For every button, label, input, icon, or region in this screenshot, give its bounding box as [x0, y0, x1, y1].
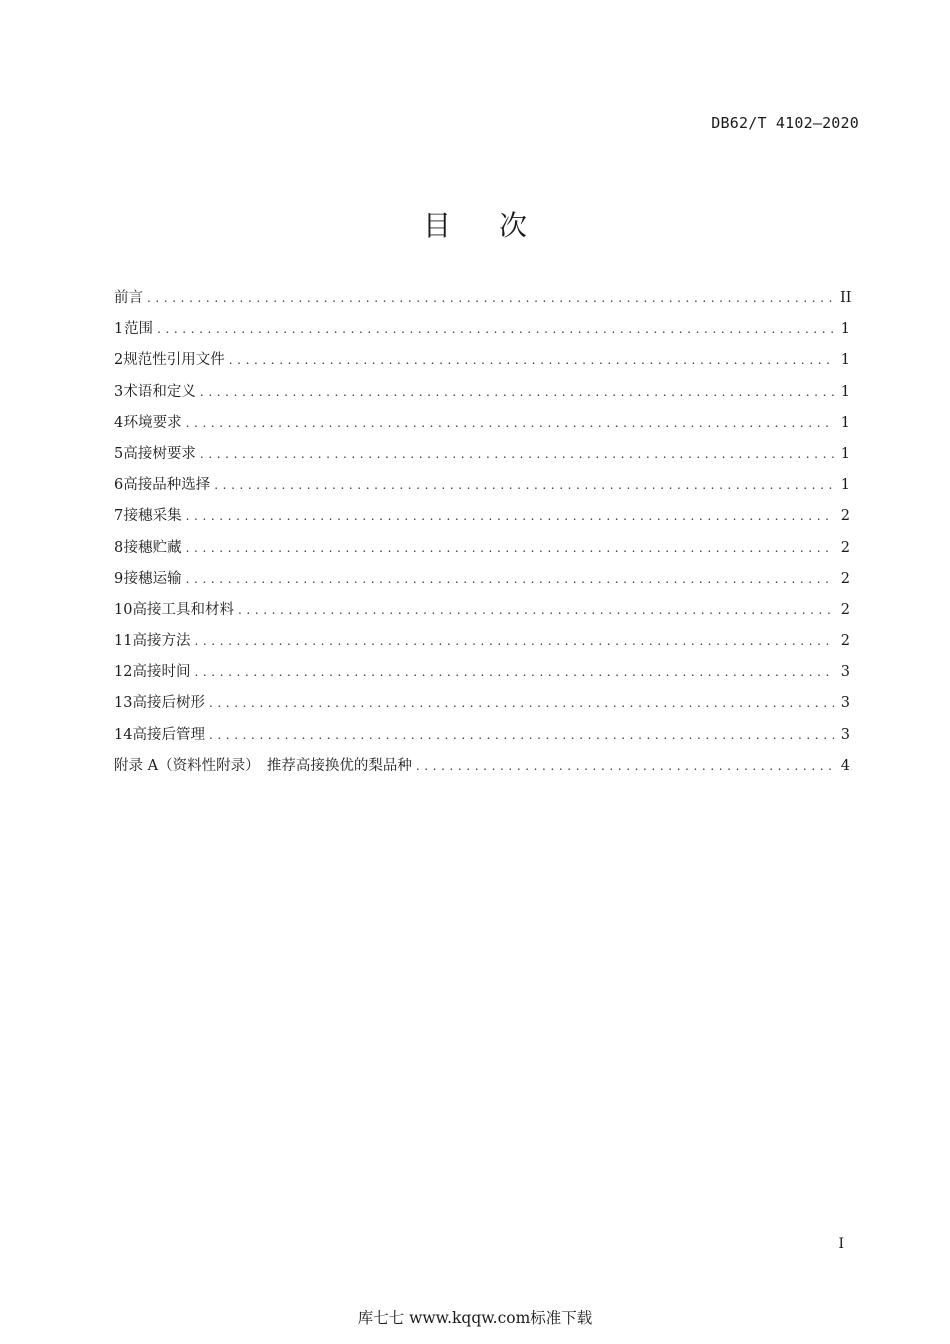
toc-entry-number: 3	[114, 383, 124, 400]
toc-entry-page: 2	[840, 539, 850, 556]
toc-entry-7[interactable]	[114, 504, 850, 535]
toc-entry-text: 环境要求	[123, 414, 182, 431]
toc-entry-page: 2	[840, 570, 850, 587]
toc-entry-4[interactable]	[114, 411, 850, 442]
toc-entry-text: 高接时间	[132, 664, 191, 681]
toc-entry-10[interactable]	[114, 598, 850, 629]
toc-entry-text: 高接树要求	[123, 445, 196, 462]
toc-entry-number: 13	[114, 695, 133, 712]
toc-entry-text: 接穗贮藏	[123, 539, 182, 556]
toc-entry-page: 4	[840, 757, 850, 774]
toc-leader-dots	[200, 442, 834, 466]
toc-leader-dots	[147, 286, 834, 310]
toc-entry-text: 接穗运输	[123, 570, 182, 587]
page-number: I	[838, 1236, 844, 1252]
toc-entry-text: 高接工具和材料	[132, 601, 234, 618]
toc-entry-number: 7	[114, 508, 124, 525]
toc-leader-dots	[186, 567, 834, 591]
page-title: 目次	[422, 209, 575, 242]
toc-entry-page: 3	[840, 664, 850, 681]
toc-entry-11[interactable]	[114, 629, 850, 660]
toc-entry-page: 2	[840, 601, 850, 618]
table-of-contents	[114, 286, 850, 785]
toc-leader-dots	[186, 411, 834, 435]
toc-entry-text: 高接品种选择	[123, 477, 211, 494]
toc-entry-text: 前言	[114, 290, 143, 306]
toc-entry-page: 3	[840, 695, 850, 712]
toc-entry-6[interactable]	[114, 473, 850, 504]
toc-entry-number: 14	[114, 726, 133, 743]
toc-entry-page: 1	[840, 321, 850, 338]
toc-entry-text: 范围	[124, 321, 154, 338]
toc-entry-number: 11	[114, 633, 133, 650]
toc-leader-dots	[200, 380, 834, 404]
toc-leader-dots	[194, 660, 834, 684]
toc-entry-number: 8	[114, 539, 124, 556]
toc-entry-text: 高接后管理	[132, 726, 205, 743]
toc-entry-page: 2	[840, 633, 850, 650]
toc-entry-14[interactable]	[114, 723, 850, 754]
toc-entry-number: 2	[114, 352, 124, 369]
toc-leader-dots	[416, 754, 834, 778]
toc-entry-9[interactable]	[114, 567, 850, 598]
toc-entry-text: 附录 A（资料性附录） 推荐高接换优的梨品种	[114, 757, 412, 774]
toc-entry-13[interactable]	[114, 691, 850, 722]
toc-entry-number: 1	[114, 321, 124, 338]
toc-entry-page: 2	[840, 508, 850, 525]
toc-entry-number: 12	[114, 664, 133, 681]
toc-entry-page: 1	[840, 383, 850, 400]
toc-leader-dots	[214, 473, 834, 497]
toc-entry-page: 3	[840, 726, 850, 743]
toc-entry-page: 1	[840, 477, 850, 494]
toc-entry-page: 1	[840, 352, 850, 369]
toc-entry-3[interactable]	[114, 380, 850, 411]
toc-entry-2[interactable]	[114, 348, 850, 379]
toc-entry-text: 高接方法	[132, 633, 191, 650]
toc-entry-text: 接穗采集	[123, 508, 182, 525]
toc-entry-number: 5	[114, 445, 124, 462]
toc-entry-foreword[interactable]	[114, 286, 850, 317]
toc-leader-dots	[209, 691, 834, 715]
toc-leader-dots	[186, 504, 834, 528]
toc-entry-page: II	[840, 290, 852, 306]
toc-leader-dots	[157, 317, 834, 341]
toc-leader-dots	[209, 723, 834, 747]
toc-entry-number: 9	[114, 570, 124, 587]
toc-entry-appendix-a[interactable]	[114, 754, 850, 785]
toc-leader-dots	[194, 629, 834, 653]
toc-entry-1[interactable]	[114, 317, 850, 348]
toc-entry-text: 规范性引用文件	[123, 352, 225, 369]
toc-entry-page: 1	[840, 414, 850, 431]
toc-leader-dots	[229, 348, 834, 372]
toc-entry-8[interactable]	[114, 536, 850, 567]
toc-entry-number: 10	[114, 601, 133, 618]
document-code: DB62/T 4102—2020	[711, 114, 859, 132]
toc-leader-dots	[238, 598, 834, 622]
toc-entry-text: 高接后树形	[132, 695, 205, 712]
download-watermark: 库七七 www.kqqw.com标准下载	[357, 1309, 593, 1327]
toc-entry-text: 术语和定义	[123, 383, 196, 400]
toc-entry-page: 1	[840, 445, 850, 462]
toc-leader-dots	[186, 536, 834, 560]
toc-entry-12[interactable]	[114, 660, 850, 691]
toc-entry-number: 4	[114, 414, 124, 431]
toc-entry-number: 6	[114, 477, 124, 494]
toc-entry-5[interactable]	[114, 442, 850, 473]
